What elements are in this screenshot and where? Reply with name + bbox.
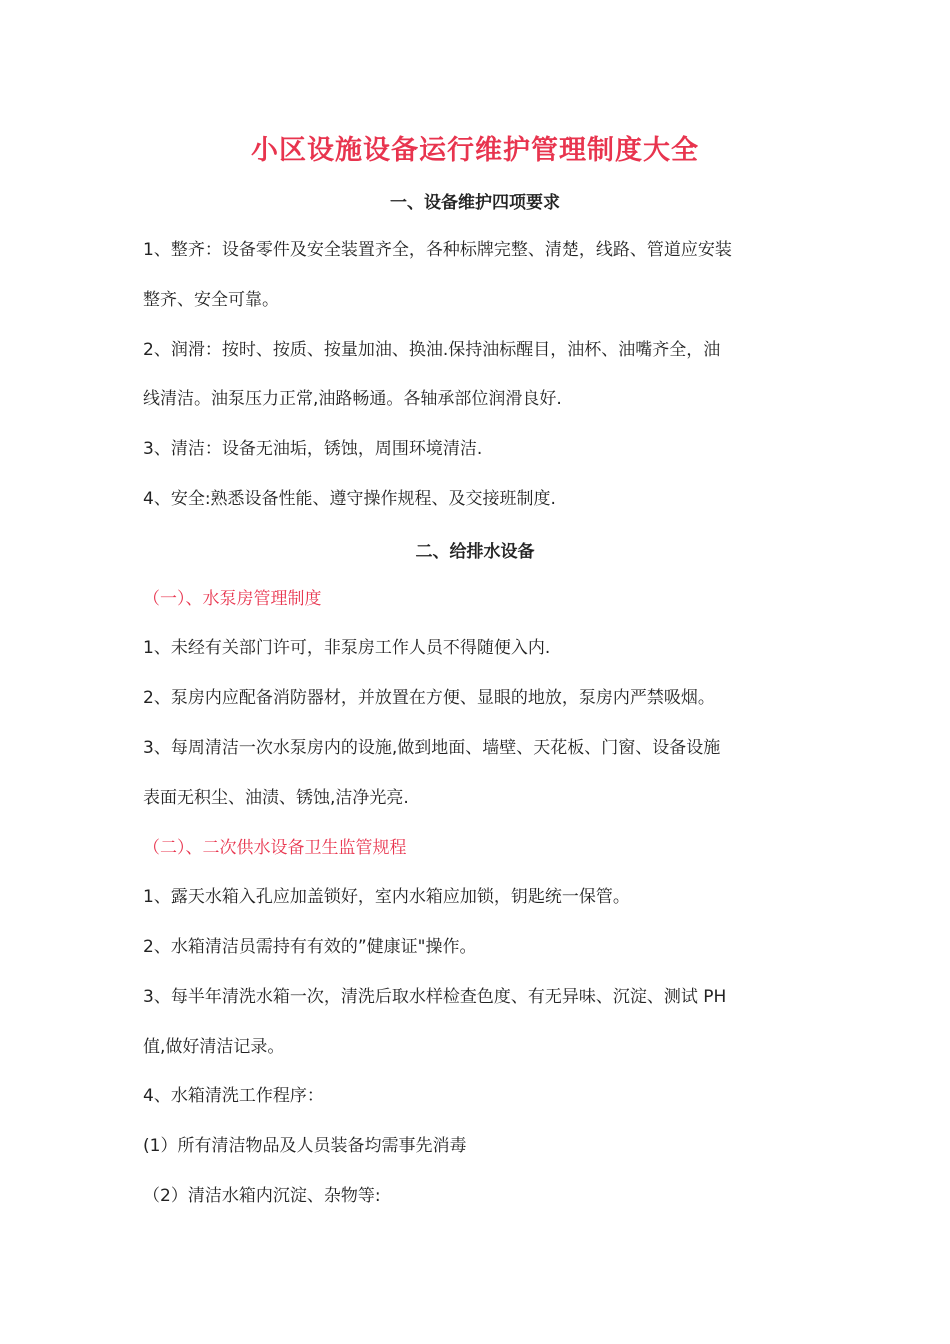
paragraph-line: 2、泵房内应配备消防器材，并放置在方便、显眼的地放，泵房内严禁吸烟。	[143, 688, 715, 708]
paragraph-line: 3、每周清洁一次水泵房内的设施,做到地面、墙壁、天花板、门窗、设备设施	[143, 738, 721, 758]
paragraph-line: 1、整齐：设备零件及安全装置齐全，各种标牌完整、清楚，线路、管道应安装	[143, 240, 732, 260]
paragraph-line: 1、露天水箱入孔应加盖锁好，室内水箱应加锁，钥匙统一保管。	[143, 887, 630, 907]
paragraph-line: 线清洁。油泵压力正常,油路畅通。各轴承部位润滑良好.	[143, 389, 562, 409]
paragraph-line: （2）清洁水箱内沉淀、杂物等:	[143, 1186, 381, 1206]
paragraph-line: 4、安全:熟悉设备性能、遵守操作规程、及交接班制度.	[143, 489, 556, 509]
paragraph-line: 1、未经有关部门许可，非泵房工作人员不得随便入内.	[143, 638, 551, 658]
paragraph-line: 整齐、安全可靠。	[143, 290, 279, 310]
subsection-heading-secondary-water-supply: （二）、二次供水设备卫生监管规程	[143, 838, 407, 858]
section-heading-maintenance-requirements: 一、设备维护四项要求	[390, 193, 560, 213]
paragraph-line: 表面无积尘、油渍、锈蚀,洁净光亮.	[143, 788, 409, 808]
paragraph-line: 3、清洁：设备无油垢，锈蚀，周围环境清洁.	[143, 439, 483, 459]
paragraph-line: (1）所有清洁物品及人员装备均需事先消毒	[143, 1136, 467, 1156]
paragraph-line: 4、水箱清洗工作程序：	[143, 1086, 324, 1106]
paragraph-line: 值,做好清洁记录。	[143, 1037, 285, 1057]
paragraph-line: 3、每半年清洗水箱一次，清洗后取水样检查色度、有无异味、沉淀、测试 PH	[143, 987, 727, 1007]
subsection-heading-pump-room: （一）、水泵房管理制度	[143, 589, 322, 609]
paragraph-line: 2、水箱清洁员需持有有效的”健康证"操作。	[143, 937, 477, 957]
document-title: 小区设施设备运行维护管理制度大全	[251, 135, 699, 166]
section-heading-water-supply-drainage: 二、给排水设备	[415, 542, 535, 562]
paragraph-line: 2、润滑：按时、按质、按量加油、换油.保持油标醒目，油杯、油嘴齐全，油	[143, 340, 721, 360]
